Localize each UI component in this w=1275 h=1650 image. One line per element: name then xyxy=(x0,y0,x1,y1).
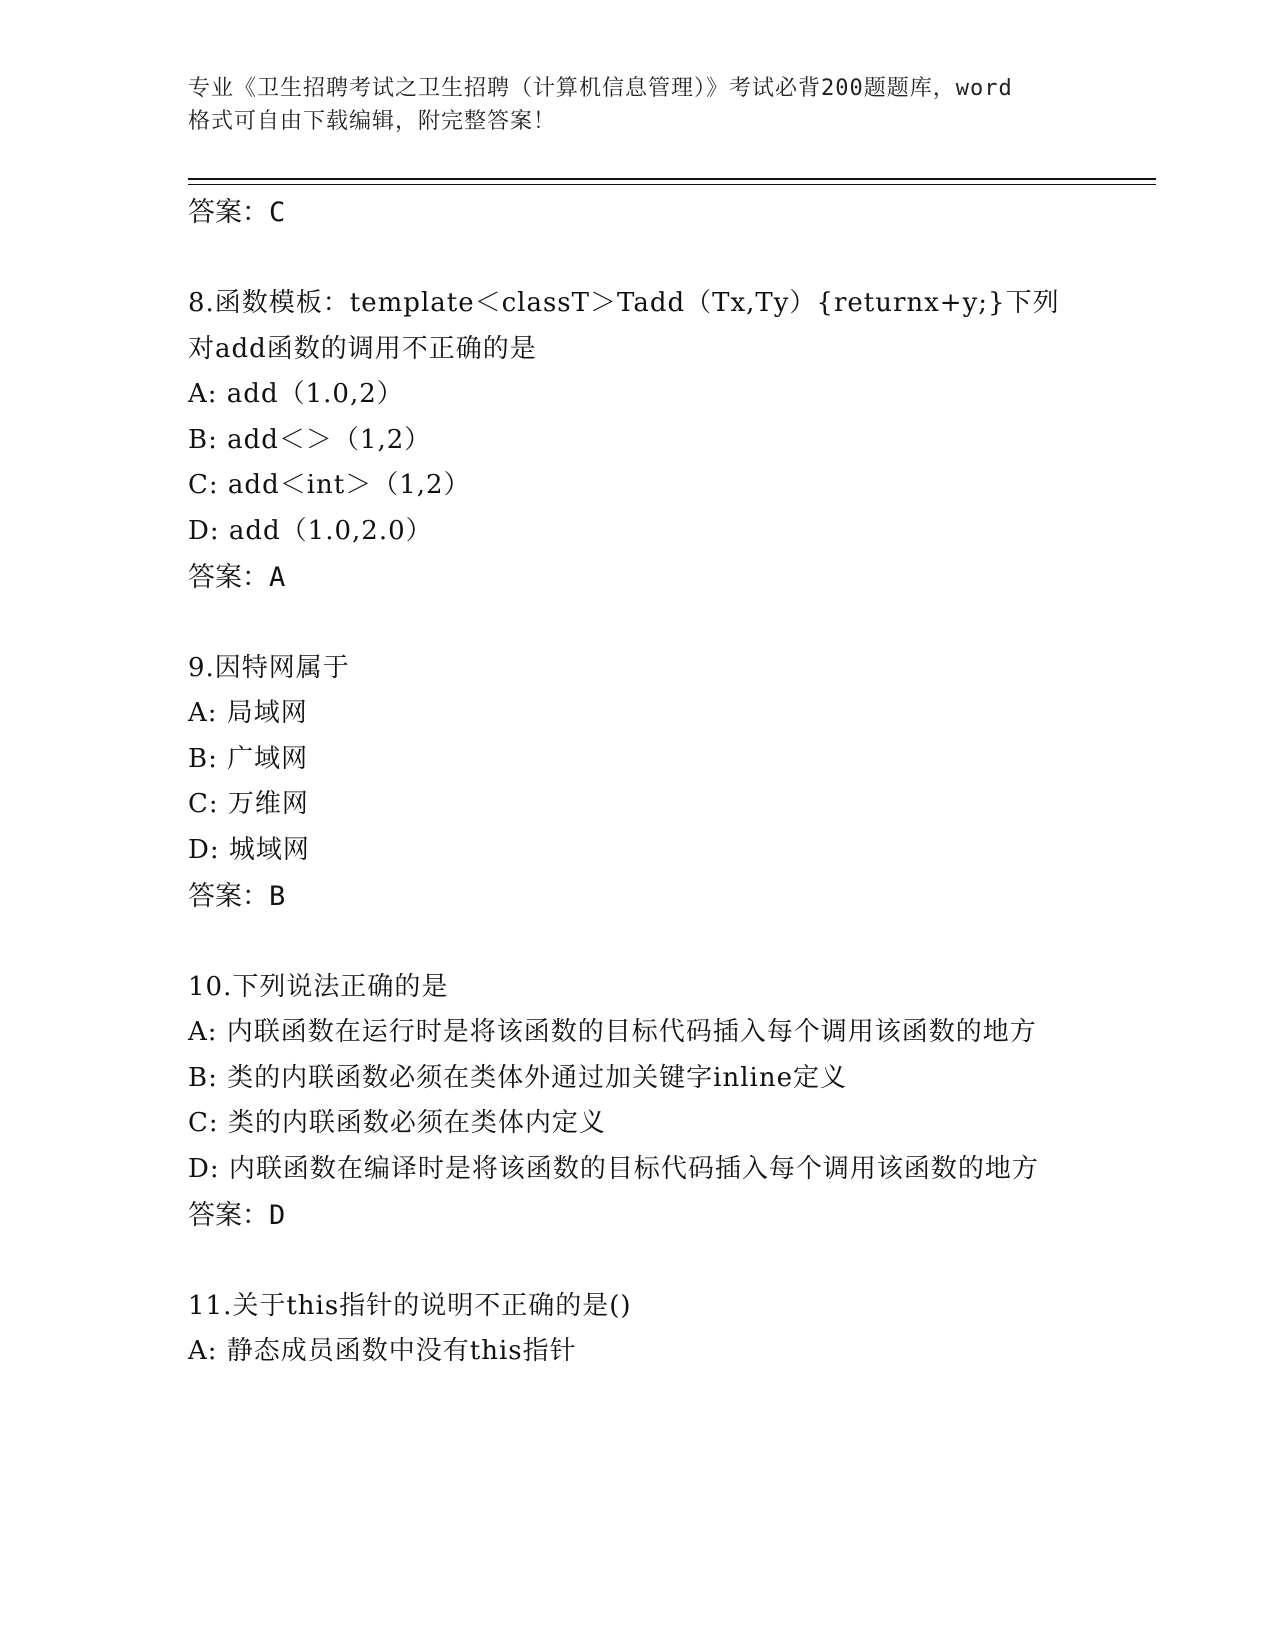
question-stem: 11.关于this指针的说明不正确的是() xyxy=(188,1290,632,1321)
question-11 xyxy=(188,1284,1078,1375)
answer-line: 答案：C xyxy=(188,197,286,228)
question-stem: 9.因特网属于 xyxy=(188,652,350,683)
option-a: A: 内联函数在运行时是将该函数的目标代码插入每个调用该函数的地方 xyxy=(188,1017,1037,1048)
option-b: B: 广域网 xyxy=(188,743,309,774)
question-8 xyxy=(188,281,1078,600)
answer-line: 答案：D xyxy=(188,1199,286,1231)
question-9 xyxy=(188,646,1078,919)
option-c: C: add＜int＞（1,2） xyxy=(188,470,471,501)
answer-line: 答案：A xyxy=(188,561,286,593)
question-stem: 8.函数模板：template＜classT＞Tadd（Tx,Ty）{returnx+y;}下列对add函数的调用不正确的是 xyxy=(188,288,1060,364)
header-line-2: 格式可自由下载编辑，附完整答案！ xyxy=(188,109,557,134)
header-line-1: 专业《卫生招聘考试之卫生招聘（计算机信息管理）》考试必背200题题库，word xyxy=(188,76,1013,101)
option-b: B: add＜＞（1,2） xyxy=(188,424,432,455)
option-c: C: 万维网 xyxy=(188,789,309,820)
spacer xyxy=(188,235,1088,281)
option-a: A: add（1.0,2） xyxy=(188,379,404,410)
spacer xyxy=(188,919,1088,965)
question-10 xyxy=(188,965,1078,1238)
answer-line: 答案：B xyxy=(188,880,286,912)
option-a: A: 局域网 xyxy=(188,698,308,729)
question-list xyxy=(188,190,1088,1375)
header-rule-thin xyxy=(188,184,1156,185)
option-d: D: 城域网 xyxy=(188,834,310,865)
option-c: C: 类的内联函数必须在类体内定义 xyxy=(188,1108,606,1139)
document-header xyxy=(188,72,1088,138)
option-d: D: 内联函数在编译时是将该函数的目标代码插入每个调用该函数的地方 xyxy=(188,1153,1039,1184)
spacer xyxy=(188,600,1088,646)
option-d: D: add（1.0,2.0） xyxy=(188,515,433,546)
option-b: B: 类的内联函数必须在类体外通过加关键字inline定义 xyxy=(188,1062,847,1093)
header-rule-thick xyxy=(188,178,1156,180)
question-stem: 10.下列说法正确的是 xyxy=(188,971,449,1002)
spacer xyxy=(188,1238,1088,1284)
option-a: A: 静态成员函数中没有this指针 xyxy=(188,1336,577,1367)
